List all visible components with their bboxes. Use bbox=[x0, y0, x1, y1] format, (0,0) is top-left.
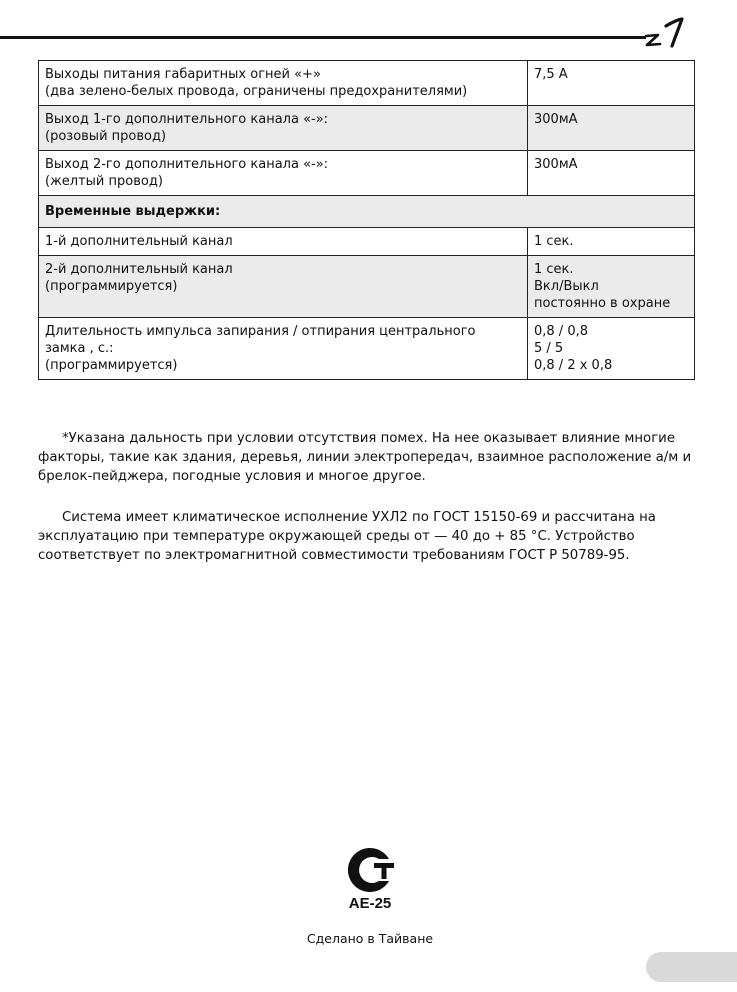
spec-label-line: (программируется) bbox=[45, 358, 178, 373]
spec-value-cell bbox=[528, 151, 695, 196]
spec-label-cell bbox=[39, 228, 528, 256]
spec-value-cell bbox=[528, 228, 695, 256]
climate-note: Система имеет климатическое исполнение УХЛ2 по ГОСТ 15150-69 и рассчитана на эксплуатацию при температуре окружающей среды от — 40 до + 85 °С. Устройство соответствует по электромагнитной совместимости требованиям ГОСТ Р 50789-95. bbox=[38, 510, 656, 563]
spec-label-cell bbox=[39, 318, 528, 380]
spec-label-cell bbox=[39, 106, 528, 151]
spec-value-cell bbox=[528, 61, 695, 106]
spec-label-line: (розовый провод) bbox=[45, 129, 167, 144]
spec-value-line: 0,8 / 2 х 0,8 bbox=[534, 358, 613, 373]
certification-code: АЕ-25 bbox=[348, 895, 392, 912]
range-note: *Указана дальность при условии отсутствия помех. На нее оказывает влияние многие факторы, такие как здания, деревья, линии электропередач, взаимное расположение а/м и брелок-пейджера, погодные условия и многое другое. bbox=[38, 431, 692, 484]
spec-label-line: замка , с.: bbox=[45, 341, 114, 356]
spec-value-line: 5 / 5 bbox=[534, 341, 564, 356]
spec-value-line: 0,8 / 0,8 bbox=[534, 324, 588, 339]
table-row bbox=[39, 106, 695, 151]
made-in-label: Сделано в Тайване bbox=[306, 931, 434, 946]
section-title: Временные выдержки: bbox=[39, 196, 695, 228]
spec-value-cell bbox=[528, 318, 695, 380]
z1-logo bbox=[640, 14, 700, 50]
spec-value-line: 1 сек. bbox=[534, 234, 574, 249]
header-rule bbox=[0, 36, 646, 39]
spec-value-cell bbox=[528, 106, 695, 151]
spec-label-line: 2-й дополнительный канал bbox=[45, 262, 233, 277]
spec-value-line: 7,5 А bbox=[534, 67, 568, 82]
certification-block bbox=[318, 846, 422, 912]
gost-certification-mark-icon bbox=[340, 846, 400, 894]
spec-label-cell bbox=[39, 151, 528, 196]
spec-label-cell bbox=[39, 61, 528, 106]
spec-value-cell bbox=[528, 256, 695, 318]
spec-label-line: Выход 1-го дополнительного канала «-»: bbox=[45, 112, 329, 127]
spec-label-line: Длительность импульса запирания / отпирания центрального bbox=[45, 324, 476, 339]
spec-label-line: Выход 2-го дополнительного канала «-»: bbox=[45, 157, 329, 172]
table-row bbox=[39, 61, 695, 106]
table-row bbox=[39, 228, 695, 256]
spec-label-line: (два зелено-белых провода, ограничены предохранителями) bbox=[45, 84, 468, 99]
spec-label-line: Выходы питания габаритных огней «+» bbox=[45, 67, 321, 82]
spec-table bbox=[38, 60, 695, 380]
spec-value-line: 300мА bbox=[534, 112, 578, 127]
table-row bbox=[39, 256, 695, 318]
spec-value-line: 1 сек. bbox=[534, 262, 574, 277]
table-row bbox=[39, 318, 695, 380]
spec-label-line: (желтый провод) bbox=[45, 174, 163, 189]
spec-value-line: 300мА bbox=[534, 157, 578, 172]
table-row bbox=[39, 151, 695, 196]
spec-value-line: постоянно в охране bbox=[534, 296, 671, 311]
spec-label-cell bbox=[39, 256, 528, 318]
page-tab bbox=[646, 952, 737, 982]
spec-label-line: 1-й дополнительный канал bbox=[45, 234, 233, 249]
spec-value-line: Вкл/Выкл bbox=[534, 279, 599, 294]
spec-label-line: (программируется) bbox=[45, 279, 178, 294]
table-section-row bbox=[39, 196, 695, 228]
